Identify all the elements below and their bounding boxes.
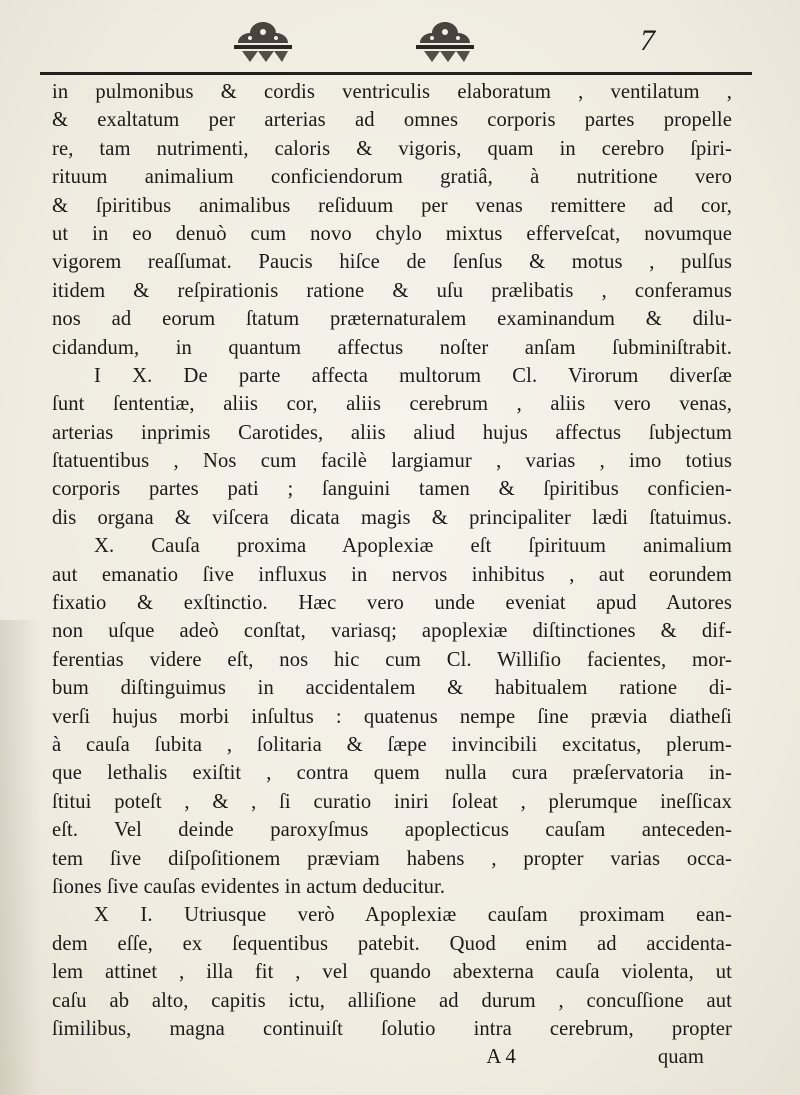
text-line: à cauſa ſubita , ſolitaria & ſæpe invincibili excitatus, plerum- <box>52 733 732 756</box>
text-line: corporis partes pati ; ſanguini tamen & ſpiritibus conficien- <box>52 478 732 501</box>
text-line: vigorem reaſſumat. Paucis hiſce de ſenſus & motus , pulſus <box>52 251 732 274</box>
text-line: bum diſtinguimus in accidentalem & habitualem ratione di- <box>52 677 732 700</box>
section-heading-line: I X. De parte affecta multorum Cl. Virorum diverſæ <box>94 364 732 387</box>
signature-mark: A 4 <box>486 1046 516 1069</box>
text-line: ut in eo denuò cum novo chylo mixtus efferveſcat, novumque <box>52 222 732 245</box>
footer-line <box>52 1043 732 1071</box>
page-header <box>40 12 780 74</box>
text-line: que lethalis exiſtit , contra quem nulla cura præſervatoria in- <box>52 762 732 785</box>
text-line: aut emanatio ſive influxus in nervos inhibitus , aut eorundem <box>52 563 732 586</box>
text-line: & ſpiritibus animalibus reſiduum per venas remittere ad cor, <box>52 194 732 217</box>
catchword: quam <box>657 1046 704 1069</box>
section-heading-line: X. Cauſa proxima Apoplexiæ eſt ſpirituum animalium <box>94 535 732 558</box>
text-line: cidandum, in quantum affectus noſter anſam ſubminiſtrabit. <box>52 336 732 359</box>
text-line: rituum animalium conficiendorum gratiâ, à nutritione vero <box>52 166 732 189</box>
text-line: verſi hujus morbi inſultus : quatenus nempe ſine prævia diatheſi <box>52 705 732 728</box>
printer-ornament-icon <box>410 18 480 64</box>
text-line: nos ad eorum ſtatum præternaturalem examinandum & dilu- <box>52 308 732 331</box>
text-line: dis organa & viſcera dicata magis & principaliter lædi ſtatuimus. <box>52 506 732 529</box>
header-rule <box>40 72 752 75</box>
text-line: arterias inprimis Carotides, aliis aliud hujus affectus ſubjectum <box>52 421 732 444</box>
text-line: tem ſive diſpoſitionem præviam habens , propter varias occa- <box>52 847 732 870</box>
text-line: ſtitui poteſt , & , ſi curatio iniri ſoleat , plerumque ineſſicax <box>52 790 732 813</box>
text-line: ferentias videre eſt, nos hic cum Cl. Williſio facientes, mor- <box>52 648 732 671</box>
text-line: dem eſſe, ex ſequentibus patebit. Quod enim ad accidenta- <box>52 932 732 955</box>
text-line: ſtatuentibus , Nos cum facilè largiamur , varias , imo totius <box>52 450 732 473</box>
text-line: lem attinet , illa fit , vel quando abexterna cauſa violenta, ut <box>52 961 732 984</box>
text-line: caſu ab alto, capitis ictu, alliſione ad durum , concuſſione aut <box>52 989 732 1012</box>
text-line: ſunt ſententiæ, aliis cor, aliis cerebrum , aliis vero venas, <box>52 393 732 416</box>
text-line: non uſque adeò conſtat, variasq; apoplexiæ diſtinctiones & dif- <box>52 620 732 643</box>
text-line: ſiones ſive cauſas evidentes in actum deducitur. <box>52 875 446 898</box>
text-line: fixatio & exſtinctio. Hæc vero unde eveniat apud Autores <box>52 592 732 615</box>
page-shadow <box>0 620 40 1095</box>
text-line: eſt. Vel deinde paroxyſmus apoplecticus cauſam anteceden- <box>52 819 732 842</box>
text-line: in pulmonibus & cordis ventriculis elaboratum , ventilatum , <box>52 81 732 103</box>
printer-ornament-icon <box>228 18 298 64</box>
page-number: 7 <box>640 24 655 57</box>
main-text-block <box>52 78 732 1072</box>
text-line: re, tam nutrimenti, caloris & vigoris, quam in cerebro ſpiri- <box>52 137 732 160</box>
text-line: itidem & reſpirationis ratione & uſu prælibatis , conferamus <box>52 279 732 302</box>
section-heading-line: X I. Utriusque verò Apoplexiæ cauſam proximam ean- <box>94 904 732 927</box>
text-line: & exaltatum per arterias ad omnes corporis partes propelle <box>52 109 732 132</box>
text-line: ſimilibus, magna continuiſt ſolutio intra cerebrum, propter <box>52 1017 732 1040</box>
